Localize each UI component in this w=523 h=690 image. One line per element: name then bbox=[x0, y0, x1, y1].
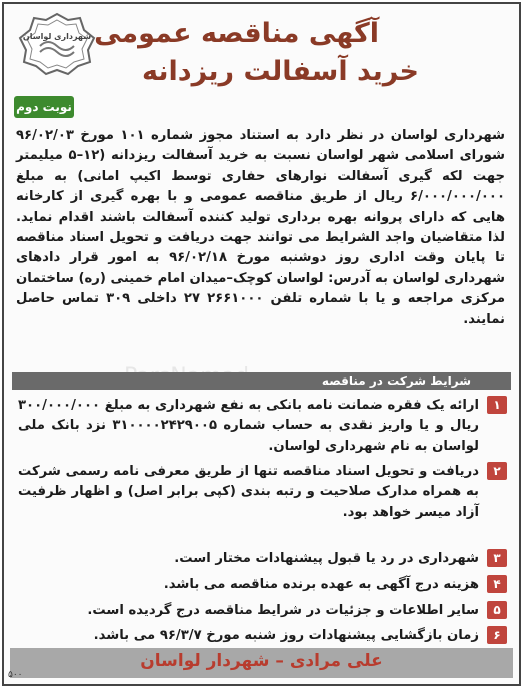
condition-text: ارائه یک فقره ضمانت نامه بانکی به نفع شهرداری به مبلغ ۳۰۰/۰۰۰/۰۰۰ ریال و یا واریز نقدی به حساب شماره ۳۱۰۰۰۰۲۴۲۹۰۰۵ نزد بانک ملی لواسان به نام شهرداری لواسان. bbox=[18, 398, 479, 454]
signature: علی مرادی – شهردار لواسان bbox=[140, 651, 383, 671]
ad-code: ۵۰۰ bbox=[8, 670, 23, 680]
conditions-header: شرایط شرکت در مناقصه bbox=[12, 372, 511, 390]
condition-item bbox=[18, 396, 507, 457]
condition-text: سایر اطلاعات و جزئیات در شرایط مناقصه درج گردیده است. bbox=[87, 603, 479, 618]
title-line-2: خرید آسفالت ریزدانه bbox=[142, 56, 419, 87]
condition-item bbox=[18, 549, 507, 569]
condition-text: دریافت و تحویل اسناد مناقصه تنها از طریق معرفی نامه رسمی شرکت به همراه مدارک صلاحیت و رتبه بندی (کپی برابر اصل) و اظهار ظرفیت آزاد میسر خواهد بود. bbox=[18, 464, 479, 520]
ad-page bbox=[2, 2, 521, 686]
condition-text: زمان بازگشایی پیشنهادات روز شنبه مورخ ۹۶/۳/۷ می باشد. bbox=[93, 628, 479, 643]
condition-item bbox=[18, 626, 507, 646]
condition-number: ۶ bbox=[487, 626, 507, 644]
condition-item bbox=[18, 575, 507, 595]
condition-number: ۱ bbox=[487, 396, 507, 414]
condition-number: ۲ bbox=[487, 462, 507, 480]
title-line-1: آگهی مناقصه عمومی bbox=[94, 18, 379, 49]
logo-text: شهرداری لواسان bbox=[22, 32, 92, 41]
condition-number: ۴ bbox=[487, 575, 507, 593]
signature-bar bbox=[10, 648, 513, 678]
condition-text: شهرداری در رد یا قبول پیشنهادات مختار است. bbox=[174, 551, 479, 566]
round-badge: نوبت دوم bbox=[14, 96, 74, 118]
condition-number: ۵ bbox=[487, 601, 507, 619]
condition-number: ۳ bbox=[487, 549, 507, 567]
condition-item bbox=[18, 462, 507, 523]
condition-item bbox=[18, 601, 507, 621]
condition-text: هزینه درج آگهی به عهده برنده مناقصه می باشد. bbox=[163, 577, 479, 592]
announcement-paragraph: شهرداری لواسان در نظر دارد به استناد مجوز شماره ۱۰۱ مورخ ۹۶/۰۲/۰۳ شورای اسلامی شهر لواسان نسبت به خرید آسفالت ریزدانه (۱۲–۵ میلیمتر جهت لکه گیری آسفالت نوارهای حفاری توسط اکیپ امانی) به مبلغ ۶/۰۰۰/۰۰۰/۰۰۰ ریال از طریق مناقصه عمومی و با بهره گیری از کارخانه هایی که دارای پروانه بهره برداری تولید کننده آسفالت باشند اقدام نماید. لذا متقاضیان واجد الشرایط می توانند جهت دریافت و تحویل اسناد مناقصه تا پایان وقت اداری روز دوشنبه مورخ ۹۶/۰۲/۱۸ به امور قرار دادهای شهرداری لواسان به آدرس: لواسان کوچک–میدان امام خمینی (ره) ساختمان مرکزی مراجعه و یا با شماره تلفن ۲۶۶۱۰۰۰ ۲۷ داخلی ۳۰۹ تماس حاصل نمایند. bbox=[16, 128, 505, 327]
municipality-logo bbox=[18, 12, 96, 76]
